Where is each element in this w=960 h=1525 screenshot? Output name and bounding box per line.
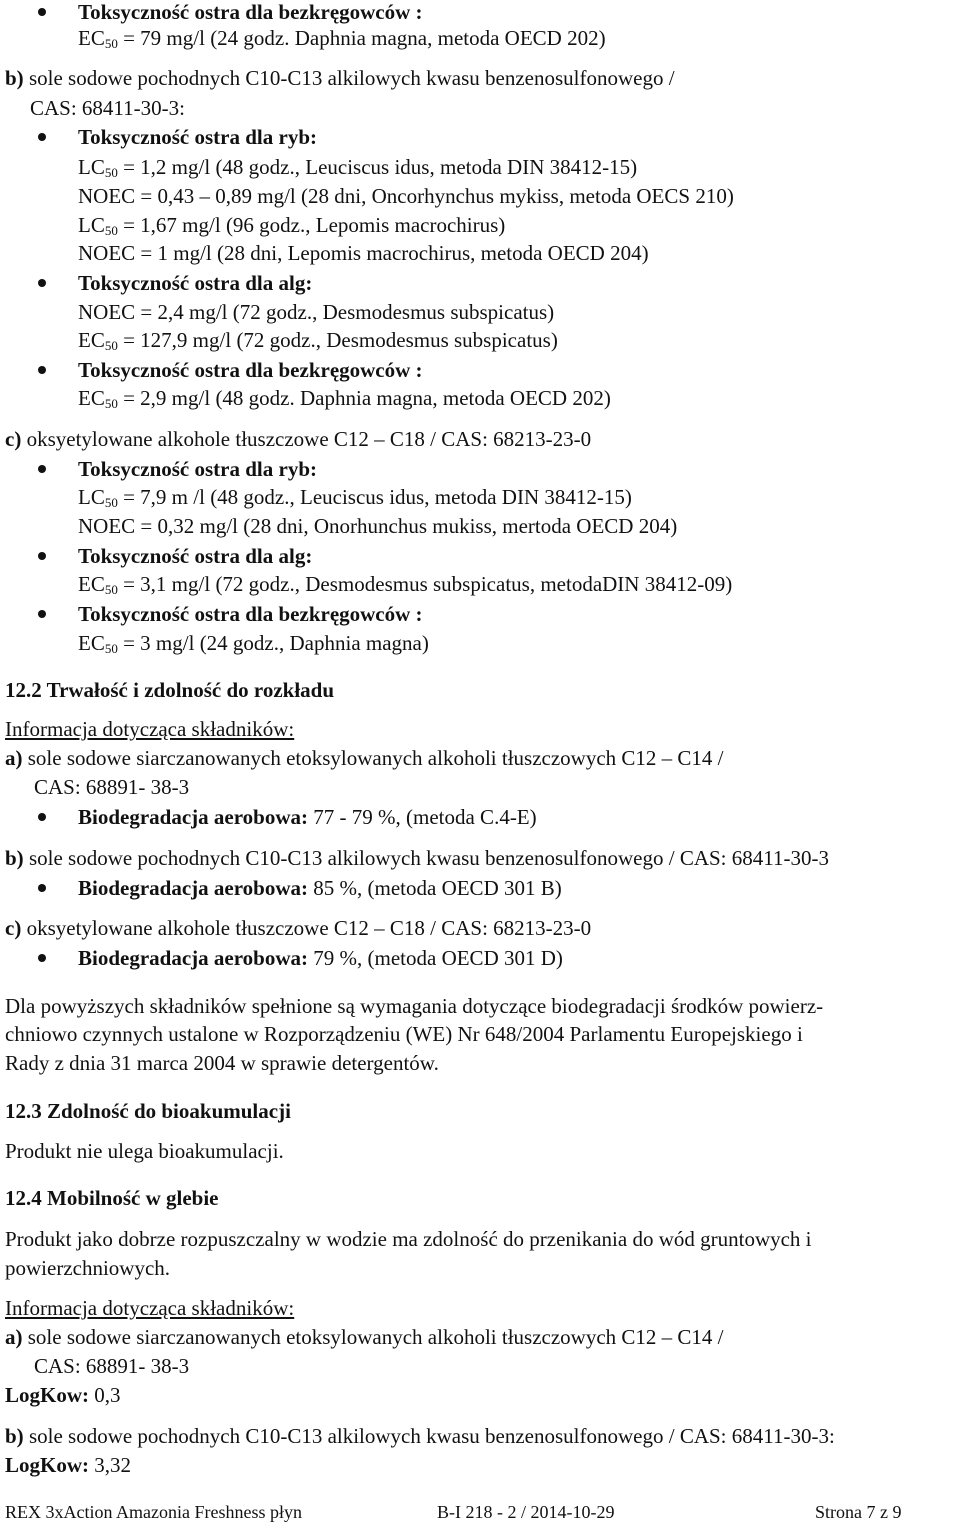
- mobility-paragraph-line: Produkt jako dobrze rozpuszczalny w wodzie ma zdolność do przenikania do wód gruntowych i: [5, 1227, 812, 1251]
- bullet: [38, 133, 46, 141]
- algae-toxicity-label: Toksyczność ostra dla alg:: [78, 271, 313, 295]
- lc50-line: $LC_{50} = 7,9$ m /l (48 godz., Leuciscus idus, metoda DIN 38412-15): [78, 485, 632, 510]
- bullet: [38, 954, 46, 962]
- components-info: Informacja dotycząca składników:: [5, 1296, 295, 1320]
- ec50-line: $EC_{50} = 3,1$ mg/l (72 godz., Desmodesmus subspicatus, metodaDIN 38412-09): [78, 572, 733, 597]
- mobility-paragraph-line: powierzchniowych.: [5, 1256, 171, 1280]
- section-12-4-heading: 12.4 Mobilność w glebie: [5, 1186, 219, 1210]
- lc50-line: $LC_{50} = 1,2$ mg/l (48 godz., Leuciscus idus, metoda DIN 38412-15): [78, 155, 638, 180]
- ec50-line: $EC_{50} = 127,9$ mg/l (72 godz., Desmodesmus subspicatus): [78, 328, 558, 353]
- bullet: [38, 813, 46, 821]
- biodegradation-paragraph-line: chniowo czynnych ustalone w Rozporządzeniu (WE) Nr 648/2004 Parlamentu Europejskiego i: [5, 1022, 803, 1046]
- logkow-line: LogKow: 0,3: [5, 1383, 121, 1407]
- component-a-cas: CAS: 68891- 38-3: [34, 1354, 190, 1378]
- footer-page-number: Strona 7 z 9: [815, 1502, 902, 1522]
- component-c-title: c) oksyetylowane alkohole tłuszczowe C12 – C18 / CAS: 68213-23-0: [5, 427, 592, 451]
- logkow-line: LogKow: 3,32: [5, 1453, 131, 1477]
- biodegradation-line: Biodegradacja aerobowa: 77 - 79 %, (metoda C.4-E): [78, 805, 537, 829]
- bullet: [38, 884, 46, 892]
- invert-toxicity-label: Toksyczność ostra dla bezkręgowców :: [78, 602, 423, 626]
- ec50-line: $EC_{50} = 2,9$ mg/l (48 godz. Daphnia magna, metoda OECD 202): [78, 386, 611, 411]
- algae-toxicity-label: Toksyczność ostra dla alg:: [78, 544, 313, 568]
- component-b-title: b) sole sodowe pochodnych C10-C13 alkilowych kwasu benzenosulfonowego / CAS: 68411-30-3: [5, 846, 829, 870]
- invert-toxicity-label: Toksyczność ostra dla bezkręgowców :: [78, 358, 423, 382]
- component-b-title: b) sole sodowe pochodnych C10-C13 alkilowych kwasu benzenosulfonowego / CAS: 68411-30-3:: [5, 1424, 835, 1448]
- bullet: [38, 8, 46, 16]
- components-info: Informacja dotycząca składników:: [5, 717, 295, 741]
- footer-product: REX 3xAction Amazonia Freshness płyn: [5, 1502, 302, 1522]
- bioaccumulation-text: Produkt nie ulega bioakumulacji.: [5, 1139, 284, 1163]
- noec-line: NOEC = 1 mg/l (28 dni, Lepomis macrochirus, metoda OECD 204): [78, 241, 649, 265]
- ec50-line: $EC_{50} = 79$ mg/l (24 godz. Daphnia magna, metoda OECD 202): [78, 26, 606, 51]
- bullet: [38, 610, 46, 618]
- component-a-title: a) sole sodowe siarczanowanych etoksylowanych alkoholi tłuszczowych C12 – C14 /: [5, 746, 724, 770]
- noec-line: NOEC = 0,43 – 0,89 mg/l (28 dni, Oncorhynchus mykiss, metoda OECS 210): [78, 184, 734, 208]
- section-12-3-heading: 12.3 Zdolność do bioakumulacji: [5, 1099, 291, 1123]
- biodegradation-line: Biodegradacja aerobowa: 79 %, (metoda OECD 301 D): [78, 946, 563, 970]
- fish-toxicity-label: Toksyczność ostra dla ryb:: [78, 125, 317, 149]
- section-12-2-heading: 12.2 Trwałość i zdolność do rozkładu: [5, 678, 335, 702]
- tox-invert-label: Toksyczność ostra dla bezkręgowców :: [78, 0, 423, 24]
- biodegradation-line: Biodegradacja aerobowa: 85 %, (metoda OECD 301 B): [78, 876, 562, 900]
- component-c-title: c) oksyetylowane alkohole tłuszczowe C12 – C18 / CAS: 68213-23-0: [5, 916, 592, 940]
- bullet: [38, 552, 46, 560]
- bullet: [38, 366, 46, 374]
- bullet: [38, 465, 46, 473]
- noec-line: NOEC = 2,4 mg/l (72 godz., Desmodesmus subspicatus): [78, 300, 555, 324]
- component-a-cas: CAS: 68891- 38-3: [34, 775, 190, 799]
- biodegradation-paragraph-line: Dla powyższych składników spełnione są wymagania dotyczące biodegradacji środków powierz-: [5, 994, 824, 1018]
- lc50-line: $LC_{50} = 1,67$ mg/l (96 godz., Lepomis macrochirus): [78, 213, 506, 238]
- footer-document-code: B-I 218 - 2 / 2014-10-29: [437, 1502, 615, 1522]
- ec50-line: $EC_{50} = 3$ mg/l (24 godz., Daphnia magna): [78, 631, 429, 656]
- component-b-title: b) sole sodowe pochodnych C10-C13 alkilowych kwasu benzenosulfonowego /: [5, 66, 675, 90]
- noec-line: NOEC = 0,32 mg/l (28 dni, Onorhunchus mukiss, mertoda OECD 204): [78, 514, 678, 538]
- component-a-title: a) sole sodowe siarczanowanych etoksylowanych alkoholi tłuszczowych C12 – C14 /: [5, 1325, 724, 1349]
- biodegradation-paragraph-line: Rady z dnia 31 marca 2004 w sprawie detergentów.: [5, 1051, 439, 1075]
- fish-toxicity-label: Toksyczność ostra dla ryb:: [78, 457, 317, 481]
- bullet: [38, 279, 46, 287]
- component-b-cas: CAS: 68411-30-3:: [30, 96, 185, 120]
